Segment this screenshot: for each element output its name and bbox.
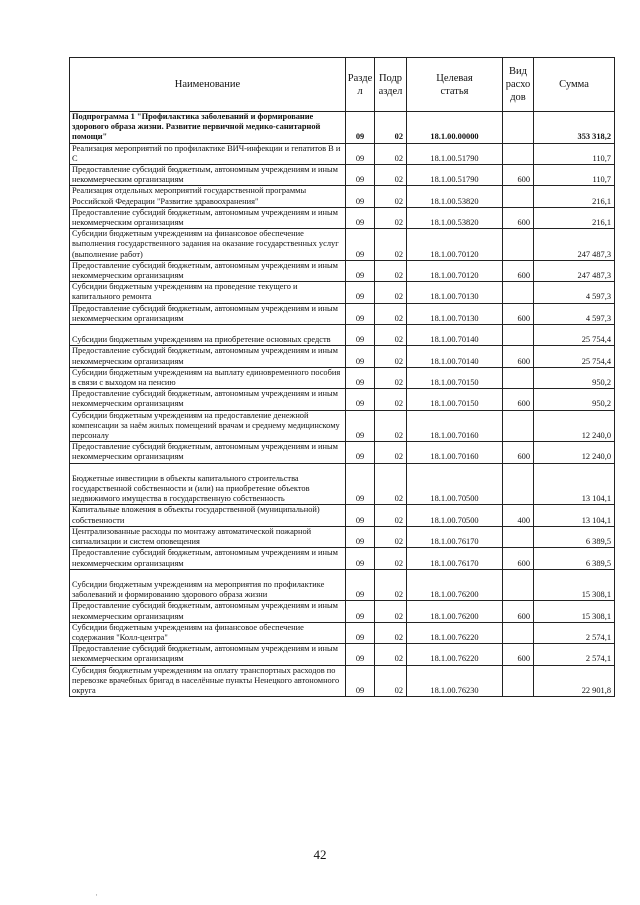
cell-sum: 25 754,4 <box>534 346 615 367</box>
cell-subsection: 02 <box>375 229 407 261</box>
cell-name: Предоставление субсидий бюджетным, автономным учреждениям и иным некоммерческим организациям <box>70 644 346 665</box>
cell-kind: 600 <box>503 346 534 367</box>
cell-kind: 600 <box>503 207 534 228</box>
cell-name: Субсидии бюджетным учреждениям на финансовое обеспечение содержания "Колл-центра" <box>70 622 346 643</box>
cell-name: Централизованные расходы по монтажу автоматической пожарной сигнализации и систем оповещения <box>70 526 346 547</box>
cell-subsection: 02 <box>375 165 407 186</box>
cell-kind: 600 <box>503 442 534 463</box>
cell-section: 09 <box>346 526 375 547</box>
cell-sum: 15 308,1 <box>534 601 615 622</box>
cell-section: 09 <box>346 601 375 622</box>
cell-sum: 247 487,3 <box>534 260 615 281</box>
table-row <box>70 389 615 410</box>
cell-target: 18.1.00.70500 <box>407 505 503 526</box>
cell-subsection: 02 <box>375 526 407 547</box>
cell-section: 09 <box>346 463 375 505</box>
cell-sum: 13 104,1 <box>534 463 615 505</box>
header-sum: Сумма <box>534 58 615 112</box>
cell-kind: 600 <box>503 548 534 569</box>
cell-kind <box>503 112 534 144</box>
page-number: 42 <box>313 847 327 862</box>
cell-subsection: 02 <box>375 325 407 346</box>
cell-sum: 22 901,8 <box>534 665 615 697</box>
cell-name: Субсидии бюджетным учреждениям на финансовое обеспечение выполнения государственного задания на оказание государственных услуг (выполнение работ) <box>70 229 346 261</box>
table-row <box>70 601 615 622</box>
cell-kind: 600 <box>503 644 534 665</box>
cell-subsection: 02 <box>375 548 407 569</box>
cell-name: Предоставление субсидий бюджетным, автономным учреждениям и иным некоммерческим организациям <box>70 442 346 463</box>
cell-kind <box>503 665 534 697</box>
table-row <box>70 463 615 505</box>
cell-name: Субсидии бюджетным учреждениям на проведение текущего и капитального ремонта <box>70 282 346 303</box>
cell-target: 18.1.00.70150 <box>407 389 503 410</box>
cell-sum: 353 318,2 <box>534 112 615 144</box>
cell-sum: 2 574,1 <box>534 622 615 643</box>
cell-target: 18.1.00.76200 <box>407 569 503 601</box>
cell-section: 09 <box>346 442 375 463</box>
table-row <box>70 548 615 569</box>
cell-subsection: 02 <box>375 303 407 324</box>
table-row <box>70 442 615 463</box>
cell-section: 09 <box>346 389 375 410</box>
cell-name: Предоставление субсидий бюджетным, автономным учреждениям и иным некоммерческим организациям <box>70 548 346 569</box>
table-row <box>70 207 615 228</box>
cell-subsection: 02 <box>375 505 407 526</box>
cell-subsection: 02 <box>375 186 407 207</box>
cell-target: 18.1.00.70120 <box>407 229 503 261</box>
cell-target: 18.1.00.76170 <box>407 526 503 547</box>
cell-subsection: 02 <box>375 260 407 281</box>
cell-target: 18.1.00.70120 <box>407 260 503 281</box>
cell-kind <box>503 282 534 303</box>
margin-mark: · <box>95 890 98 900</box>
cell-section: 09 <box>346 644 375 665</box>
cell-name: Субсидии бюджетным учреждениям на предоставление денежной компенсации за наём жилых помещений врачам и среднему медицинскому персоналу <box>70 410 346 442</box>
table-header-row <box>70 58 615 112</box>
cell-section: 09 <box>346 346 375 367</box>
table-row <box>70 325 615 346</box>
cell-target: 18.1.00.70150 <box>407 367 503 388</box>
cell-name: Подпрограмма 1 "Профилактика заболеваний и формирование здорового образа жизни. Развитие первичной медико-санитарной помощи" <box>70 112 346 144</box>
header-section: Разде л <box>346 58 375 112</box>
table-row <box>70 112 615 144</box>
cell-kind: 600 <box>503 601 534 622</box>
cell-sum: 216,1 <box>534 207 615 228</box>
cell-section: 09 <box>346 665 375 697</box>
cell-section: 09 <box>346 569 375 601</box>
cell-kind <box>503 622 534 643</box>
cell-name: Предоставление субсидий бюджетным, автономным учреждениям и иным некоммерческим организациям <box>70 207 346 228</box>
cell-target: 18.1.00.70130 <box>407 303 503 324</box>
cell-sum: 950,2 <box>534 367 615 388</box>
cell-name: Предоставление субсидий бюджетным, автономным учреждениям и иным некоммерческим организациям <box>70 165 346 186</box>
cell-target: 18.1.00.51790 <box>407 165 503 186</box>
cell-name: Предоставление субсидий бюджетным, автономным учреждениям и иным некоммерческим организациям <box>70 346 346 367</box>
cell-subsection: 02 <box>375 389 407 410</box>
cell-name: Реализация мероприятий по профилактике ВИЧ-инфекции и гепатитов В и С <box>70 143 346 164</box>
table-row <box>70 410 615 442</box>
cell-sum: 12 240,0 <box>534 410 615 442</box>
cell-sum: 4 597,3 <box>534 282 615 303</box>
cell-section: 09 <box>346 186 375 207</box>
cell-subsection: 02 <box>375 346 407 367</box>
cell-kind: 600 <box>503 260 534 281</box>
cell-kind <box>503 186 534 207</box>
cell-kind <box>503 526 534 547</box>
cell-sum: 4 597,3 <box>534 303 615 324</box>
cell-target: 18.1.00.70130 <box>407 282 503 303</box>
cell-target: 18.1.00.53820 <box>407 207 503 228</box>
cell-sum: 6 389,5 <box>534 526 615 547</box>
header-name: Наименование <box>70 58 346 112</box>
cell-kind <box>503 143 534 164</box>
cell-kind <box>503 463 534 505</box>
cell-section: 09 <box>346 207 375 228</box>
cell-name: Субсидия бюджетным учреждениям на оплату транспортных расходов по перевозке врачебных бригад в населённые пункты Ненецкого автономного округа <box>70 665 346 697</box>
cell-sum: 216,1 <box>534 186 615 207</box>
cell-kind: 600 <box>503 165 534 186</box>
cell-kind <box>503 229 534 261</box>
table-row <box>70 229 615 261</box>
cell-target: 18.1.00.76170 <box>407 548 503 569</box>
cell-target: 18.1.00.70160 <box>407 410 503 442</box>
header-target: Целевая статья <box>407 58 503 112</box>
cell-target: 18.1.00.51790 <box>407 143 503 164</box>
cell-kind: 600 <box>503 389 534 410</box>
cell-target: 18.1.00.76230 <box>407 665 503 697</box>
table-body <box>70 112 615 697</box>
cell-subsection: 02 <box>375 367 407 388</box>
cell-section: 09 <box>346 622 375 643</box>
cell-section: 09 <box>346 282 375 303</box>
cell-name: Бюджетные инвестиции в объекты капитального строительства государственной собственности и (или) на приобретение объектов недвижимого имущества в государственную собственность <box>70 463 346 505</box>
cell-subsection: 02 <box>375 442 407 463</box>
cell-sum: 247 487,3 <box>534 229 615 261</box>
cell-subsection: 02 <box>375 463 407 505</box>
cell-target: 18.1.00.00000 <box>407 112 503 144</box>
cell-kind <box>503 325 534 346</box>
cell-section: 09 <box>346 112 375 144</box>
table-row <box>70 622 615 643</box>
cell-kind <box>503 410 534 442</box>
cell-name: Реализация отдельных мероприятий государственной программы Российской Федерации "Развитие здравоохранения" <box>70 186 346 207</box>
cell-section: 09 <box>346 548 375 569</box>
table-row <box>70 644 615 665</box>
cell-target: 18.1.00.70140 <box>407 325 503 346</box>
cell-target: 18.1.00.70140 <box>407 346 503 367</box>
cell-sum: 25 754,4 <box>534 325 615 346</box>
table-row <box>70 165 615 186</box>
cell-target: 18.1.00.53820 <box>407 186 503 207</box>
cell-sum: 950,2 <box>534 389 615 410</box>
table-row <box>70 143 615 164</box>
table-row <box>70 665 615 697</box>
cell-sum: 15 308,1 <box>534 569 615 601</box>
table-row <box>70 260 615 281</box>
cell-sum: 2 574,1 <box>534 644 615 665</box>
cell-subsection: 02 <box>375 644 407 665</box>
cell-subsection: 02 <box>375 601 407 622</box>
cell-kind: 400 <box>503 505 534 526</box>
cell-sum: 110,7 <box>534 143 615 164</box>
cell-section: 09 <box>346 367 375 388</box>
cell-subsection: 02 <box>375 410 407 442</box>
table-row <box>70 186 615 207</box>
cell-subsection: 02 <box>375 112 407 144</box>
cell-kind <box>503 569 534 601</box>
cell-subsection: 02 <box>375 143 407 164</box>
cell-kind: 600 <box>503 303 534 324</box>
header-kind: Вид расхо дов <box>503 58 534 112</box>
cell-kind <box>503 367 534 388</box>
cell-sum: 6 389,5 <box>534 548 615 569</box>
cell-section: 09 <box>346 260 375 281</box>
cell-target: 18.1.00.76200 <box>407 601 503 622</box>
cell-section: 09 <box>346 229 375 261</box>
table-row <box>70 367 615 388</box>
cell-subsection: 02 <box>375 569 407 601</box>
cell-section: 09 <box>346 165 375 186</box>
table-row <box>70 346 615 367</box>
cell-subsection: 02 <box>375 622 407 643</box>
table-row <box>70 505 615 526</box>
cell-sum: 13 104,1 <box>534 505 615 526</box>
cell-target: 18.1.00.70160 <box>407 442 503 463</box>
table-row <box>70 282 615 303</box>
budget-table <box>69 57 615 697</box>
cell-name: Субсидии бюджетным учреждениям на выплату единовременного пособия в связи с выходом на пенсию <box>70 367 346 388</box>
cell-subsection: 02 <box>375 665 407 697</box>
table-row <box>70 569 615 601</box>
cell-subsection: 02 <box>375 207 407 228</box>
cell-target: 18.1.00.76220 <box>407 644 503 665</box>
cell-name: Субсидии бюджетным учреждениям на приобретение основных средств <box>70 325 346 346</box>
cell-target: 18.1.00.76220 <box>407 622 503 643</box>
table-row <box>70 526 615 547</box>
cell-section: 09 <box>346 505 375 526</box>
cell-name: Предоставление субсидий бюджетным, автономным учреждениям и иным некоммерческим организациям <box>70 389 346 410</box>
cell-section: 09 <box>346 143 375 164</box>
table-row <box>70 303 615 324</box>
header-subsection: Подр аздел <box>375 58 407 112</box>
cell-target: 18.1.00.70500 <box>407 463 503 505</box>
cell-sum: 12 240,0 <box>534 442 615 463</box>
cell-sum: 110,7 <box>534 165 615 186</box>
cell-name: Субсидии бюджетным учреждениям на мероприятия по профилактике заболеваний и формированию здорового образа жизни <box>70 569 346 601</box>
cell-section: 09 <box>346 410 375 442</box>
cell-name: Предоставление субсидий бюджетным, автономным учреждениям и иным некоммерческим организациям <box>70 303 346 324</box>
cell-name: Предоставление субсидий бюджетным, автономным учреждениям и иным некоммерческим организациям <box>70 601 346 622</box>
cell-section: 09 <box>346 325 375 346</box>
cell-name: Предоставление субсидий бюджетным, автономным учреждениям и иным некоммерческим организациям <box>70 260 346 281</box>
cell-subsection: 02 <box>375 282 407 303</box>
cell-name: Капитальные вложения в объекты государственной (муниципальной) собственности <box>70 505 346 526</box>
cell-section: 09 <box>346 303 375 324</box>
